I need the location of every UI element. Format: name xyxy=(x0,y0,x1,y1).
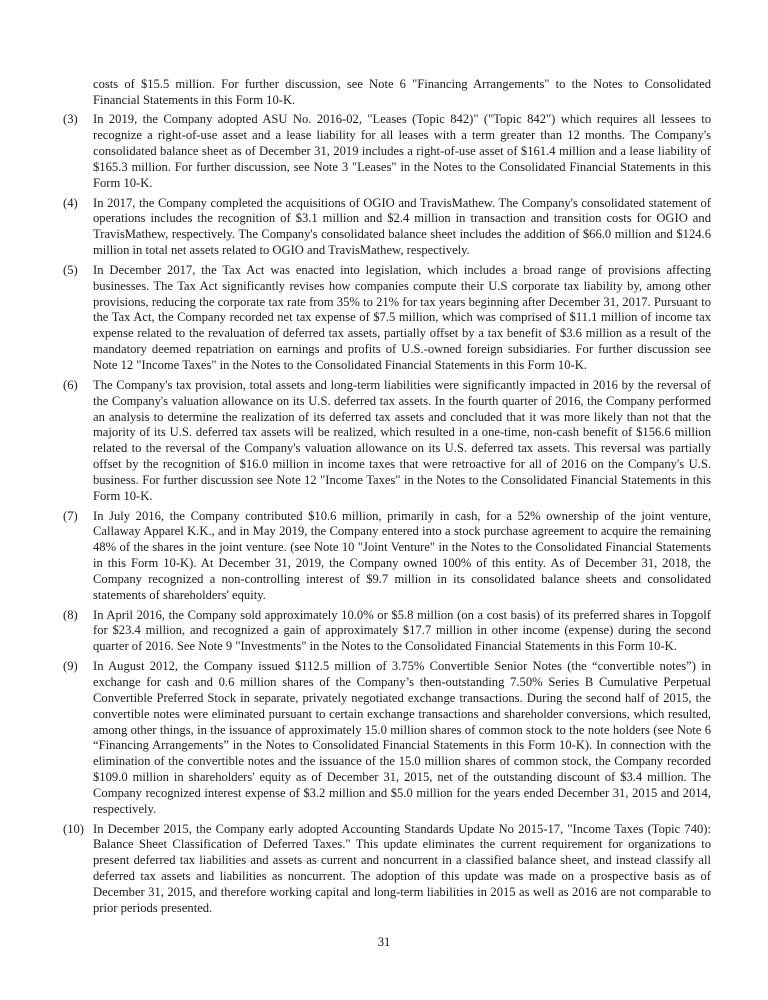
footnotes-list xyxy=(63,77,711,921)
footnote-text: The Company's tax provision, total assets and long-term liabilities were significantly impacted in 2016 by the reversal of the Company's valuation allowance on its U.S. deferred tax assets. In the fourth quarter of 2016, the Company performed an analysis to determine the realization of its deferred tax assets and concluded that it was more likely than not that the majority of its U.S. deferred tax assets will be realized, which resulted in a one-time, non-cash benefit of $156.6 million related to the reversal of the Company's valuation allowance on its U.S. deferred tax assets. This reversal was partially offset by the recognition of $16.0 million in income taxes that were retroactive for all of 2016 on the Company's U.S. business. For further discussion see Note 12 "Income Taxes" in the Notes to the Consolidated Financial Statements in this Form 10-K. xyxy=(93,377,711,504)
footnote-number: (4) xyxy=(63,195,78,210)
footnote-10 xyxy=(63,822,711,917)
footnote-number: (7) xyxy=(63,508,78,523)
footnote-text: In 2019, the Company adopted ASU No. 2016-02, "Leases (Topic 842)" ("Topic 842") which requires all lessees to recognize a right-of-use asset and a lease liability for all leases with a term greater than 12 months. The Company's consolidated balance sheet as of December 31, 2019 includes a right-of-use asset of $161.4 million and a lease liability of $165.3 million. For further discussion, see Note 3 "Leases" in the Notes to the Consolidated Financial Statements in this Form 10-K. xyxy=(93,112,711,191)
footnote-4 xyxy=(63,196,711,260)
footnote-text: In August 2012, the Company issued $112.5 million of 3.75% Convertible Senior Notes (the “convertible notes”) in exchange for cash and 0.6 million shares of the Company’s then-outstanding 7.50% Series B Cumulative Perpetual Convertible Preferred Stock in separate, privately negotiated exchange transactions. During the second half of 2015, the convertible notes were eliminated pursuant to certain exchange transactions and shareholder conversions, which resulted, among other things, in the issuance of approximately 15.0 million shares of common stock to the note holders (see Note 6 “Financing Arrangements” in the Notes to Consolidated Financial Statements in this Form 10-K). In connection with the elimination of the convertible notes and the issuance of the 15.0 million shares of common stock, the Company recorded $109.0 million in shareholders' equity as of December 31, 2015, net of the outstanding discount of $3.4 million. The Company recognized interest expense of $3.2 million and $5.0 million for the years ended December 31, 2015 and 2014, respectively. xyxy=(93,658,711,817)
footnote-number: (10) xyxy=(63,821,84,836)
footnote-text: In 2017, the Company completed the acquisitions of OGIO and TravisMathew. The Company's consolidated statement of operations includes the recognition of $3.1 million and $2.4 million in transaction and transition costs for OGIO and TravisMathew, respectively. The Company's consolidated balance sheet includes the addition of $66.0 million and $124.6 million in total net assets related to OGIO and TravisMathew, respectively. xyxy=(93,195,711,258)
footnote-8 xyxy=(63,608,711,656)
footnote-number: (3) xyxy=(63,112,78,127)
footnote-9 xyxy=(63,659,711,818)
footnote-text: In April 2016, the Company sold approximately 10.0% or $5.8 million (on a cost basis) of its preferred shares in Topgolf for $23.4 million, and recognized a gain of approximately $17.7 million in other income (expense) during the second quarter of 2016. See Note 9 "Investments" in the Notes to the Consolidated Financial Statements in this Form 10-K. xyxy=(93,607,711,654)
continued-footnote-text: costs of $15.5 million. For further discussion, see Note 6 "Financing Arrangements" to the Notes to Consolidated Financial Statements in this Form 10-K. xyxy=(93,77,711,107)
footnote-text: In December 2017, the Tax Act was enacted into legislation, which includes a broad range of provisions affecting businesses. The Tax Act significantly revises how companies compute their U.S corporate tax liability by, among other provisions, reducing the corporate tax rate from 35% to 21% for tax years beginning after December 31, 2017. Pursuant to the Tax Act, the Company recorded net tax expense of $7.5 million, which was comprised of $11.1 million of income tax expense related to the revaluation of deferred tax assets, partially offset by a tax benefit of $3.6 million as a result of the mandatory deemed repatriation on earnings and profits of U.S.-owned foreign subsidiaries. For further discussion see Note 12 "Income Taxes" in the Notes to the Consolidated Financial Statements in this Form 10-K. xyxy=(93,262,711,373)
footnote-number: (8) xyxy=(63,607,78,622)
footnote-text: In December 2015, the Company early adopted Accounting Standards Update No 2015-17, "Income Taxes (Topic 740): Balance Sheet Classification of Deferred Taxes." This update eliminates the current requirement for organizations to present deferred tax liabilities and assets as current and noncurrent in a classified balance sheet, and instead classify all deferred tax assets and liabilities as noncurrent. The adoption of this update was made on a prospective basis as of December 31, 2015, and therefore working capital and long-term liabilities in 2015 as well as 2016 are not comparable to prior periods presented. xyxy=(93,821,711,916)
footnote-5 xyxy=(63,263,711,374)
footnote-text: In July 2016, the Company contributed $10.6 million, primarily in cash, for a 52% ownership of the joint venture, Callaway Apparel K.K., and in May 2019, the Company entered into a stock purchase agreement to acquire the remaining 48% of the shares in the joint venture. (see Note 10 "Joint Venture" in the Notes to the Consolidated Financial Statements in this Form 10-K). At December 31, 2019, the Company owned 100% of this entity. As of December 31, 2018, the Company recognized a non-controlling interest of $9.7 million in its consolidated balance sheets and consolidated statements of shareholders' equity. xyxy=(93,508,711,603)
footnote-number: (6) xyxy=(63,377,78,392)
footnote-7 xyxy=(63,509,711,604)
footnote-number: (5) xyxy=(63,262,78,277)
footnote-number: (9) xyxy=(63,658,78,673)
footnote-3 xyxy=(63,112,711,192)
footnote-6 xyxy=(63,378,711,505)
page-number: 31 xyxy=(377,935,391,949)
